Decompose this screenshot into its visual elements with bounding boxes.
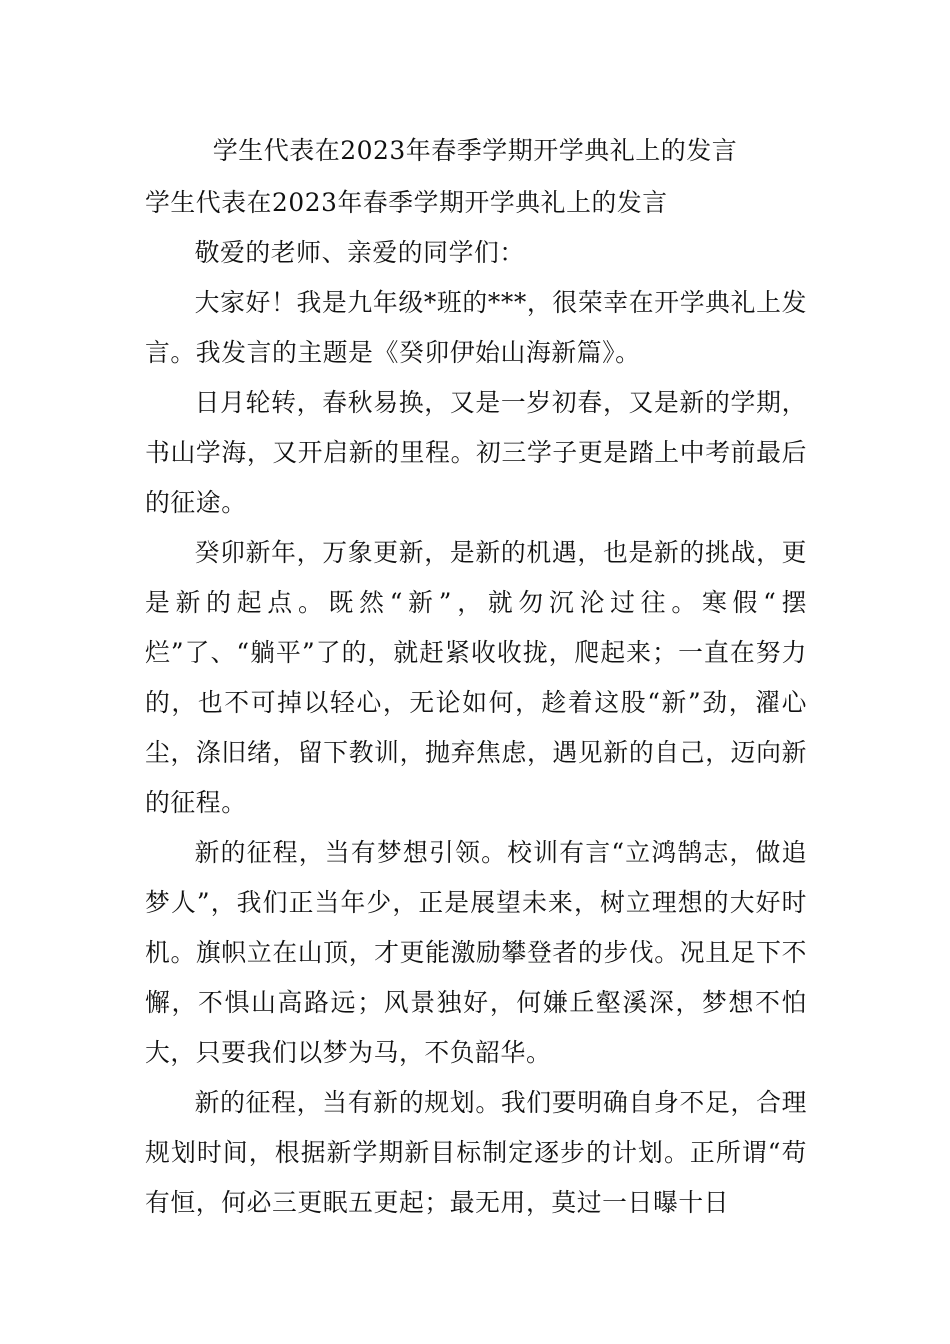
- paragraph-planning: 新的征程，当有新的规划。我们要明确自身不足，合理规划时间，根据新学期新目标制定逐步的计划。正所谓“苟有恒，何必三更眠五更起；最无用，莫过一日曝十日: [145, 1088, 807, 1217]
- paragraph-dream: 新的征程，当有梦想引领。校训有言“立鸿鹄志，做追梦人”，我们正当年少，正是展望未来，树立理想的大好时机。旗帜立在山顶，才更能激励攀登者的步伐。况且足下不懈，不惧山高路远；风景独好，何嫌丘壑溪深，梦想不怕大，只要我们以梦为马，不负韶华。: [145, 838, 807, 1067]
- paragraph-introduction: 大家好！我是九年级*班的***，很荣幸在开学典礼上发言。我发言的主题是《癸卯伊始山海新篇》。: [145, 288, 807, 367]
- document-subtitle: 学生代表在2023年春季学期开学典礼上的发言: [145, 188, 668, 217]
- document-title: 学生代表在2023年春季学期开学典礼上的发言: [212, 136, 738, 165]
- paragraph-greeting: 敬爱的老师、亲爱的同学们：: [194, 238, 525, 267]
- paragraph-new-year: 癸卯新年，万象更新，是新的机遇，也是新的挑战，更是新的起点。既然“新”，就勿沉沦过往。寒假“摆烂”了、“躺平”了的，就赶紧收收拢，爬起来；一直在努力的，也不可掉以轻心，无论如何，趁着这股“新”劲，濯心尘，涤旧绪，留下教训，抛弃焦虑，遇见新的自己，迈向新的征程。: [145, 538, 807, 817]
- document-body: [145, 178, 807, 1228]
- paragraph-new-semester: 日月轮转，春秋易换，又是一岁初春，又是新的学期，书山学海，又开启新的里程。初三学子更是踏上中考前最后的征途。: [145, 388, 807, 517]
